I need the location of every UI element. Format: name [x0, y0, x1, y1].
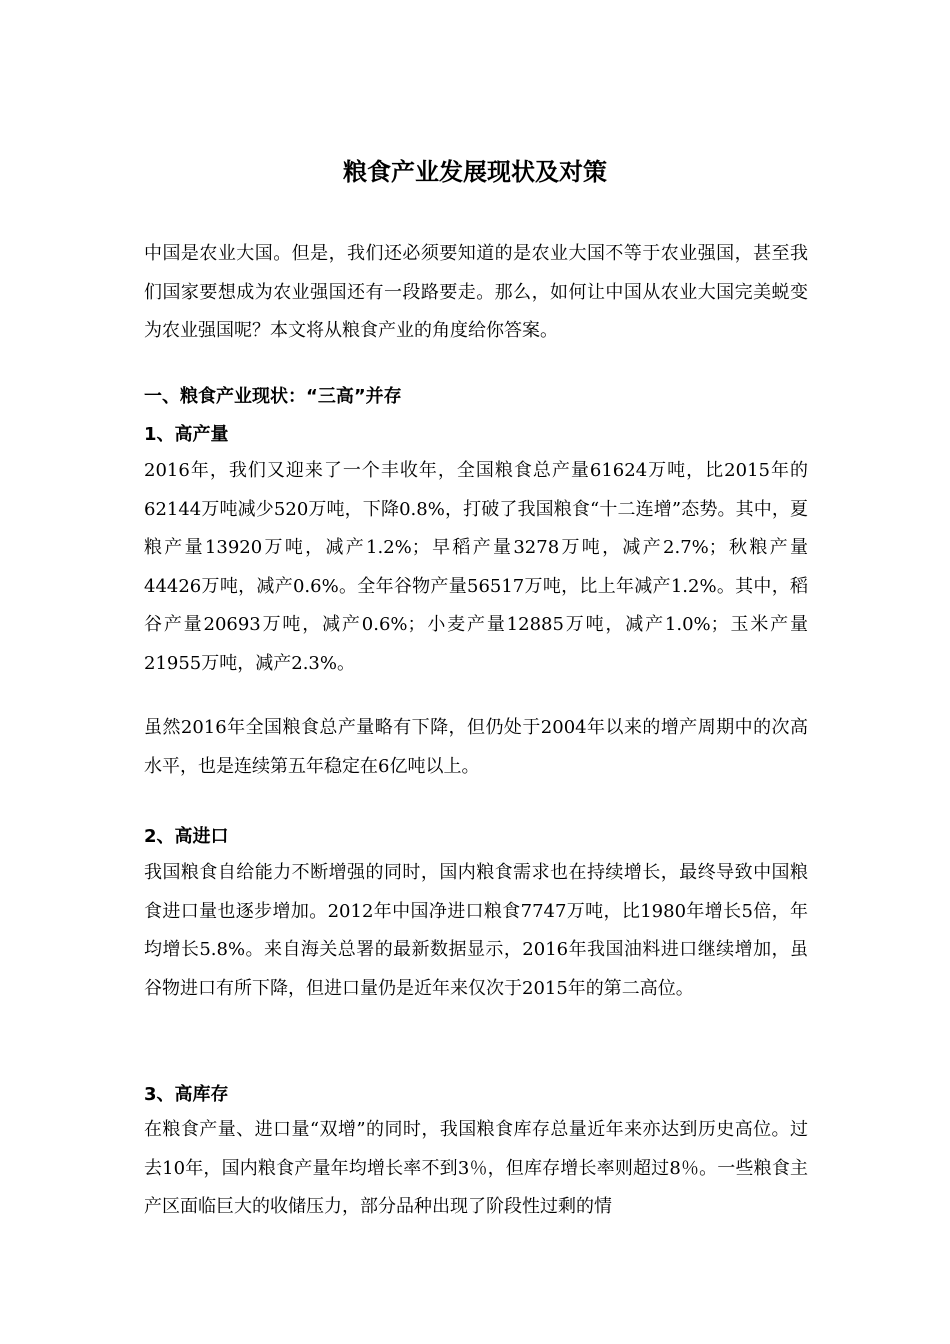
subsection-heading-inventory: 3、高库存: [144, 1084, 229, 1105]
inventory-paragraph-block: [144, 1111, 808, 1227]
document-title: 粮食产业发展现状及对策: [343, 158, 607, 186]
production-paragraph-block: [144, 452, 808, 683]
section-heading: 一、粮食产业现状：“三高”并存: [144, 386, 402, 407]
production-summary-block: [144, 709, 808, 786]
intro-paragraph: 中国是农业大国。但是，我们还必须要知道的是农业大国不等于农业强国，甚至我们国家要想成为农业强国还有一段路要走。那么，如何让中国从农业大国完美蜕变为农业强国呢？本文将从粮食产业的角度给你答案。: [144, 243, 808, 341]
production-summary-paragraph: 虽然2016年全国粮食总产量略有下降，但仍处于2004年以来的增产周期中的次高水平，也是连续第五年稳定在6亿吨以上。: [144, 717, 808, 777]
subsection-heading-production: 1、高产量: [144, 424, 229, 445]
import-paragraph-block: [144, 854, 808, 1008]
inventory-paragraph: 在粮食产量、进口量“双增”的同时，我国粮食库存总量近年来亦达到历史高位。过去10年，国内粮食产量年均增长率不到3％，但库存增长率则超过8％。一些粮食主产区面临巨大的收储压力，部分品种出现了阶段性过剩的情: [144, 1119, 808, 1217]
intro-paragraph-block: [144, 235, 808, 351]
production-paragraph: 2016年，我们又迎来了一个丰收年，全国粮食总产量61624万吨，比2015年的62144万吨减少520万吨，下降0.8%，打破了我国粮食“十二连增”态势。其中，夏粮产量13920万吨，减产1.2%；早稻产量3278万吨，减产2.7%；秋粮产量44426万吨，减产0.6%。全年谷物产量56517万吨，比上年减产1.2%。其中，稻谷产量20693万吨，减产0.6%；小麦产量12885万吨，减产1.0%；玉米产量21955万吨，减产2.3%。: [144, 460, 809, 674]
import-paragraph: 我国粮食自给能力不断增强的同时，国内粮食需求也在持续增长，最终导致中国粮食进口量也逐步增加。2012年中国净进口粮食7747万吨，比1980年增长5倍，年均增长5.8%。来自海关总署的最新数据显示，2016年我国油料进口继续增加，虽谷物进口有所下降，但进口量仍是近年来仅次于2015年的第二高位。: [144, 862, 808, 999]
subsection-heading-import: 2、高进口: [144, 826, 229, 847]
